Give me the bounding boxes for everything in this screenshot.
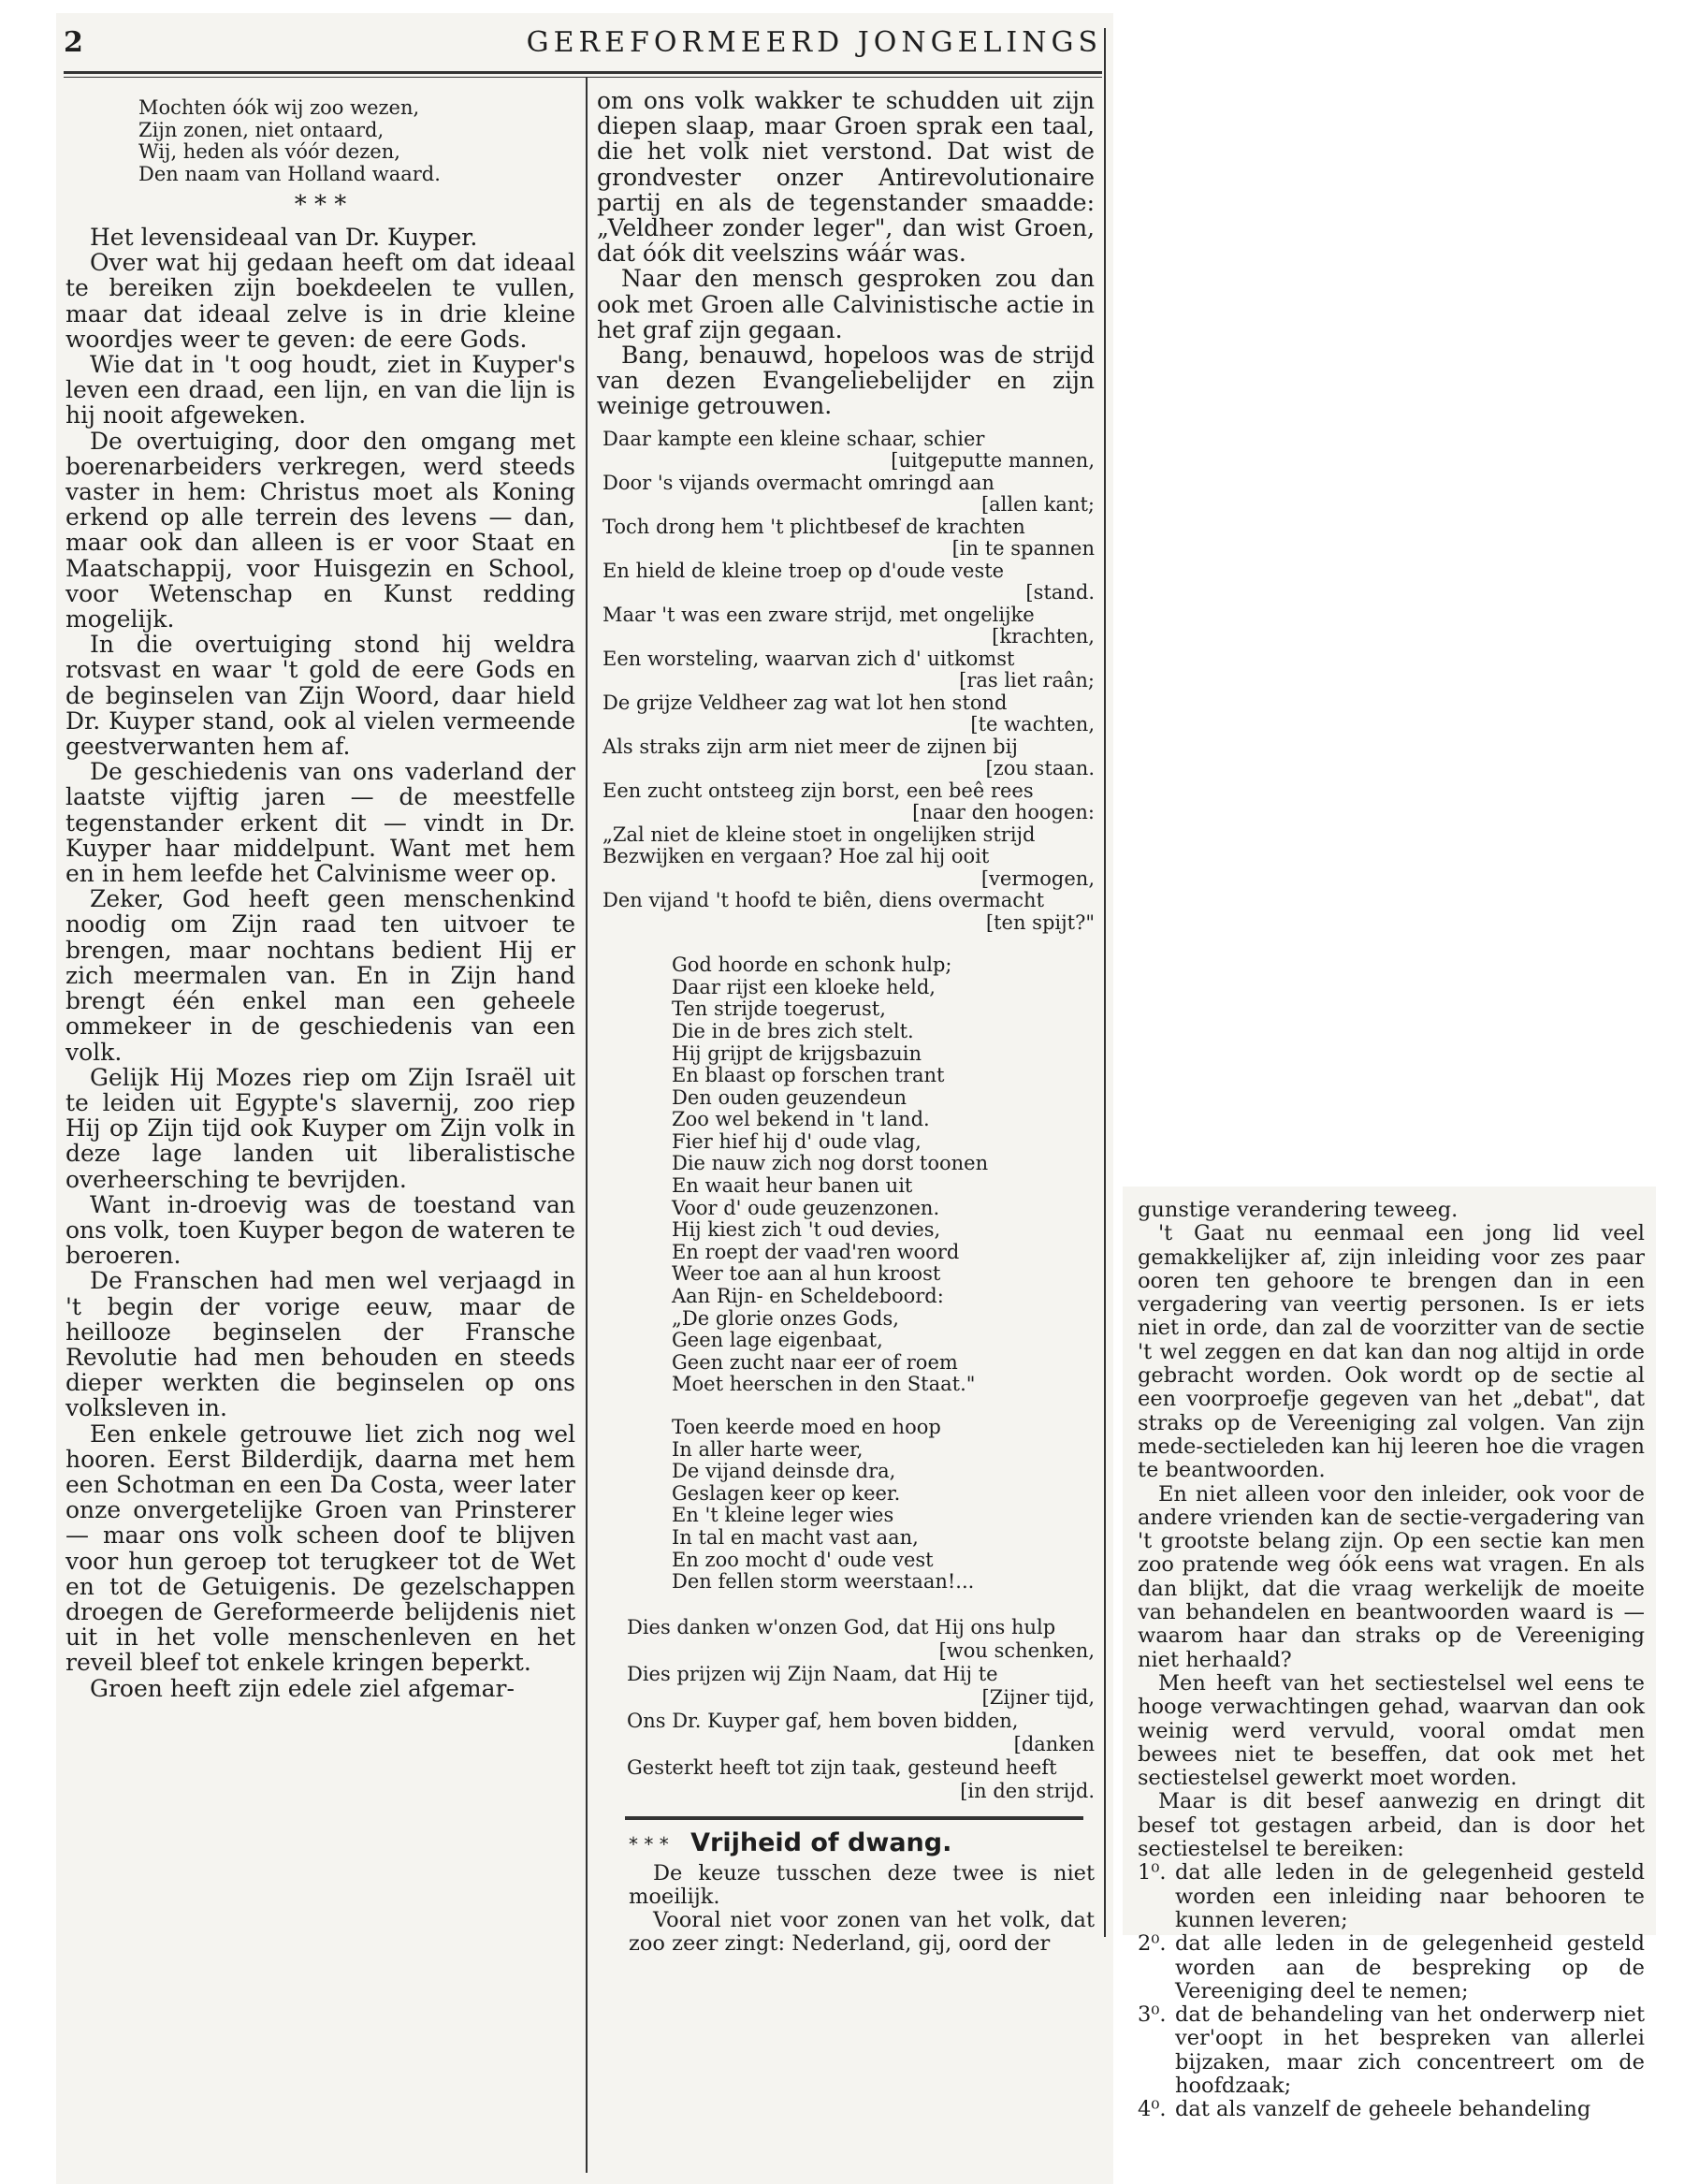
poem-line-continuation: [wou schenken, (938, 1638, 1095, 1662)
poem-line-continuation: [te wachten, (970, 713, 1095, 736)
article-heading: Het levensideaal van Dr. Kuyper. (90, 224, 478, 251)
paragraph: Groen heeft zijn edele ziel afgemar- (90, 1674, 515, 1702)
stanza-line: Geen zucht naar eer of roem (672, 1350, 958, 1374)
list-item (1138, 1861, 1645, 1932)
stanza-line: Hij grijpt de krijgsbazuin (672, 1041, 922, 1065)
poem-line: Den vijand 't hoofd te biên, diens overmacht (602, 889, 1045, 912)
stanza-line: Die nauw zich nog dorst toonen (672, 1152, 989, 1175)
masthead-title: GEREFORMEERD JONGELINGS (526, 26, 1102, 59)
paragraph: Men heeft van het sectiestelsel wel eens te hooge verwachtingen gehad, waarvan dan ook weinig werd vervuld, vooral omdat men bewees niet te beseffen, dat ook met het sectiestelsel gewerkt moet worden. (1138, 1670, 1645, 1791)
paragraph: Een enkele getrouwe liet zich nog wel hooren. Eerst Bilderdijk, daarna met hem een Schotman en een Da Costa, weer later onze onvergetelijke Groen van Prinsterer — maar ons volk scheen doof te blijven voor hun geroep tot terugkeer tot de Wet en tot de Getuigenis. De gezelschappen droegen de Gereformeerde belijdenis niet uit in het volle menschenleven en het reveil bleef tot enkele kringen beperkt. (65, 1420, 575, 1677)
paragraph: gunstige verandering teweeg. (1138, 1198, 1459, 1222)
paragraph: De overtuiging, door den omgang met boerenarbeiders verkregen, werd steeds vaster in hem: Christus moet als Koning erkend op alle terrein des levens — dan, maar ook dan alleen is er voor Staat en Maatschappij, voor Huisgezin en School, voor Wetenschap en Kunst redding mogelijk. (65, 427, 575, 633)
column-1 (65, 97, 575, 2179)
stanza-line: Toen keerde moed en hoop (672, 1416, 941, 1439)
poem-line: Wij, heden als vóór dezen, (138, 140, 400, 163)
list-number: 2⁰. (1138, 1931, 1167, 1957)
section-rule (625, 1816, 1083, 1820)
poem-line: De grijze Veldheer zag wat lot hen stond (602, 691, 1008, 714)
stanza-line: En zoo mocht d' oude vest (672, 1548, 934, 1571)
list-item (1138, 2098, 1645, 2121)
stanza-line: Voor d' oude geuzenzonen. (672, 1196, 940, 1219)
paragraph: Gelijk Hij Mozes riep om Zijn Israël uit te leiden uit Egypte's slavernij, zoo riep Hij op Zijn tijd ook Kuyper om Zijn volk in deze lage landen uit liberalistische overheersching te bevrijden. (65, 1063, 575, 1193)
poem-line-continuation: [krachten, (992, 625, 1095, 648)
poem-line: Toch drong hem 't plichtbesef de krachten (602, 515, 1025, 538)
stanza-line: Die in de bres zich stelt. (672, 1019, 914, 1042)
poem-closing (597, 1616, 1095, 1803)
list-item (1138, 1932, 1645, 2003)
column-3 (1138, 1198, 1645, 2122)
paragraph: De geschiedenis van ons vaderland der laatste vijftig jaren — de meestfelle tegenstander erkent dit — vindt in Dr. Kuyper haar middelpunt. Want met hem en in hem leefde het Calvinisme weer op. (65, 758, 575, 888)
poem-stanza-2 (597, 1417, 1095, 1594)
poem-line-continuation: [in te spannen (951, 537, 1095, 561)
poem-line-continuation: [ten spijt?" (985, 910, 1095, 934)
poem-line: Den naam van Holland waard. (138, 162, 441, 185)
stanza-line: En 't kleine leger wies (672, 1504, 894, 1527)
stanza-line: En blaast op forschen trant (672, 1064, 945, 1087)
stanza-line: Aan Rijn- en Scheldeboord: (672, 1285, 944, 1308)
poem-veldheer (597, 429, 1095, 935)
poem-stanza-1 (597, 954, 1095, 1396)
stanza-line: Moet heerschen in den Staat." (672, 1373, 976, 1396)
poem-line: „Zal niet de kleine stoet in ongelijken strijd (602, 823, 1036, 846)
poem-line: Bezwijken en vergaan? Hoe zal hij ooit (602, 845, 990, 868)
column-divider-1 (586, 77, 588, 2173)
paragraph: Maar is dit besef aanwezig en dringt dit besef tot gestagen arbeid, dan is door het sectiestelsel te bereiken: (1138, 1789, 1645, 1862)
paragraph: om ons volk wakker te schudden uit zijn diepen slaap, maar Groen sprak een taal, die het volk niet verstond. Dat wist de grondvester onzer Antirevolutionaire partij en als de tegenstander smaadde: „Veldheer zonder leger", dan wist Groen, dat óók dit veelszins wáár was. (597, 87, 1095, 268)
poem-line: Zijn zonen, niet ontaard, (138, 118, 385, 141)
poem-line-continuation: [danken (1013, 1732, 1095, 1755)
poem-line: En hield de kleine troep op d'oude veste (602, 559, 1005, 582)
header-rule-thin (64, 77, 1102, 78)
stanza-line: Den ouden geuzendeun (672, 1085, 907, 1109)
poem-line-continuation: [stand. (1025, 581, 1095, 604)
list-item (1138, 2003, 1645, 2098)
poem-line-continuation: [vermogen, (980, 866, 1095, 890)
stanza-line: En waait heur banen uit (672, 1174, 913, 1198)
stanza-line: God hoorde en schonk hulp; (672, 954, 952, 977)
paragraph: De Franschen had men wel verjaagd in 't begin der vorige eeuw, maar de heillooze beginselen der Fransche Revolutie had men behouden en steeds dieper werkten die beginselen op ons volksleven in. (65, 1267, 575, 1422)
poem-line-continuation: [zou staan. (985, 757, 1095, 780)
stanza-line: Hij kiest zich 't oud devies, (672, 1218, 941, 1242)
paragraph: Zeker, God heeft geen menschenkind noodig om Zijn raad ten uitvoer te brengen, maar nochtans bedient Hij er zich meermalen van. En in Zijn hand brengt één enkel man een geheele ommekeer in de geschiedenis van een volk. (65, 885, 575, 1066)
poem-line-continuation: [allen kant; (980, 493, 1095, 517)
poem-line: Als straks zijn arm niet meer de zijnen bij (602, 735, 1018, 758)
paragraph: En niet alleen voor den inleider, ook voor de andere vrienden kan de sectie-vergadering van 't grootste belang zijn. Op een sectie kan men zoo pratende weg óók eens wat vragen. En als dan blijkt, dat die vraag werkelijk de moeite van behandelen en beantwoorden waard is — waarom haar dan straks op de Vereeniging niet herhaald? (1138, 1481, 1645, 1672)
stanza-line: In aller harte weer, (672, 1437, 864, 1461)
paragraph: In die overtuiging stond hij weldra rotsvast en waar 't gold de eere Gods en de beginselen van Zijn Woord, daar hield Dr. Kuyper stand, ook al vielen vermeende geestverwanten hem af. (65, 631, 575, 761)
poem-line-continuation: [naar den hoogen: (912, 801, 1095, 824)
poem-line: Mochten óók wij zoo wezen, (138, 96, 420, 119)
list-number: 3⁰. (1138, 2002, 1167, 2028)
stanza-line: Weer toe aan al hun kroost (672, 1262, 941, 1286)
section-heading (597, 1827, 1095, 1860)
poem-line: Een zucht ontsteeg zijn borst, een beê rees (602, 779, 1034, 802)
page-number: 2 (64, 26, 83, 59)
poem-line: Dies danken w'onzen God, dat Hij ons hulp (627, 1615, 1056, 1638)
page-header (64, 26, 1102, 64)
section-title: Vrijheid of dwang. (690, 1827, 952, 1857)
poem-line: Ons Dr. Kuyper gaf, hem boven bidden, (627, 1709, 1019, 1732)
section-stars: * * * (294, 191, 347, 219)
stanza-line: In tal en macht vast aan, (672, 1525, 919, 1549)
list-text: dat alle leden in de gelegenheid gesteld worden een inleiding naar behooren te kunnen leveren; (1175, 1860, 1645, 1932)
poem-line: Door 's vijands overmacht omringd aan (602, 471, 994, 494)
stanza-line: Fier hief hij d' oude vlag, (672, 1129, 922, 1153)
stanza-line: En roept der vaad'ren woord (672, 1240, 960, 1263)
poem-line: Een worsteling, waarvan zich d' uitkomst (602, 647, 1015, 670)
poem-line-continuation: [ras liet raân; (959, 669, 1095, 692)
stanza-line: Den fellen storm weerstaan!... (672, 1570, 975, 1594)
stanza-line: Geen lage eigenbaat, (672, 1329, 883, 1352)
poem-line-continuation: [Zijner tijd, (981, 1685, 1095, 1709)
paragraph: Over wat hij gedaan heeft om dat ideaal te bereiken zijn boekdeelen te vullen, maar dat ideaal zelve is in drie kleine woordjes weer te geven: de eere Gods. (65, 249, 575, 353)
paragraph: Wie dat in 't oog houdt, ziet in Kuyper's leven een draad, een lijn, en van die lijn is hij nooit afgeweken. (65, 351, 575, 430)
stanza-line: Ten strijde toegerust, (672, 997, 886, 1021)
paragraph: Vooral niet voor zonen van het volk, dat zoo zeer zingt: Nederland, gij, oord der (629, 1907, 1095, 1956)
paragraph: 't Gaat nu eenmaal een jong lid veel gemakkelijker af, zijn inleiding voor zes paar ooren ten gehoore te brengen dan in een vergadering van veertig personen. Is er iets niet in orde, dan zal de voorzitter van de sectie 't wel zeggen en dat kan dan nog altijd in orde gebracht worden. Ook wordt op de sectie al een voorproefje gegeven van het „debat", dat straks op de Vereeniging zal volgen. Van zijn mede-sectieleden kan hij leeren hoe die vragen te beantwoorden. (1138, 1221, 1645, 1483)
list-text: dat de behandeling van het onderwerp niet ver'oopt in het bespreken van allerlei bijzaken, maar zich concentreert om de hoofdzaak; (1175, 2002, 1645, 2098)
paragraph: De keuze tusschen deze twee is niet moeilijk. (629, 1860, 1095, 1909)
column-2 (597, 88, 1095, 2179)
section-stars: * * * (629, 1832, 669, 1856)
poem-line: Maar 't was een zware strijd, met ongelijke (602, 603, 1035, 626)
paragraph: Want in-droevig was de toestand van ons volk, toen Kuyper begon de wateren te beroeren. (65, 1190, 575, 1270)
column-divider-2 (1104, 28, 1106, 1937)
poem-line-continuation: [in den strijd. (960, 1779, 1095, 1802)
list-text: dat alle leden in de gelegenheid gesteld worden aan de bespreking op de Vereeniging deel te nemen; (1175, 1931, 1645, 2003)
paragraph: Naar den mensch gesproken zou dan ook met Groen alle Calvinistische actie in het graf zijn gegaan. (597, 265, 1095, 343)
stanza-line: Zoo wel bekend in 't land. (672, 1108, 930, 1131)
stanza-line: „De glorie onzes Gods, (672, 1306, 899, 1330)
stanza-line: Daar rijst een kloeke held, (672, 975, 936, 998)
stanza-line: De vijand deinsde dra, (672, 1460, 896, 1483)
poem-line: Gesterkt heeft tot zijn taak, gesteund heeft (627, 1755, 1057, 1779)
poem-line: Dies prijzen wij Zijn Naam, dat Hij te (627, 1662, 998, 1685)
list-number: 1⁰. (1138, 1860, 1167, 1886)
poem-line-continuation: [uitgeputte mannen, (891, 449, 1095, 473)
list-text: dat als vanzelf de geheele behandeling (1175, 2097, 1591, 2122)
poem-line: Daar kampte een kleine schaar, schier (602, 427, 985, 450)
opening-poem (65, 97, 575, 185)
stanza-line: Geslagen keer op keer. (672, 1481, 901, 1505)
list-number: 4⁰. (1138, 2097, 1167, 2122)
paragraph: Bang, benauwd, hopeloos was de strijd van dezen Evangeliebelijder en zijn weinige getrouwen. (597, 342, 1095, 420)
header-rule (64, 71, 1102, 74)
